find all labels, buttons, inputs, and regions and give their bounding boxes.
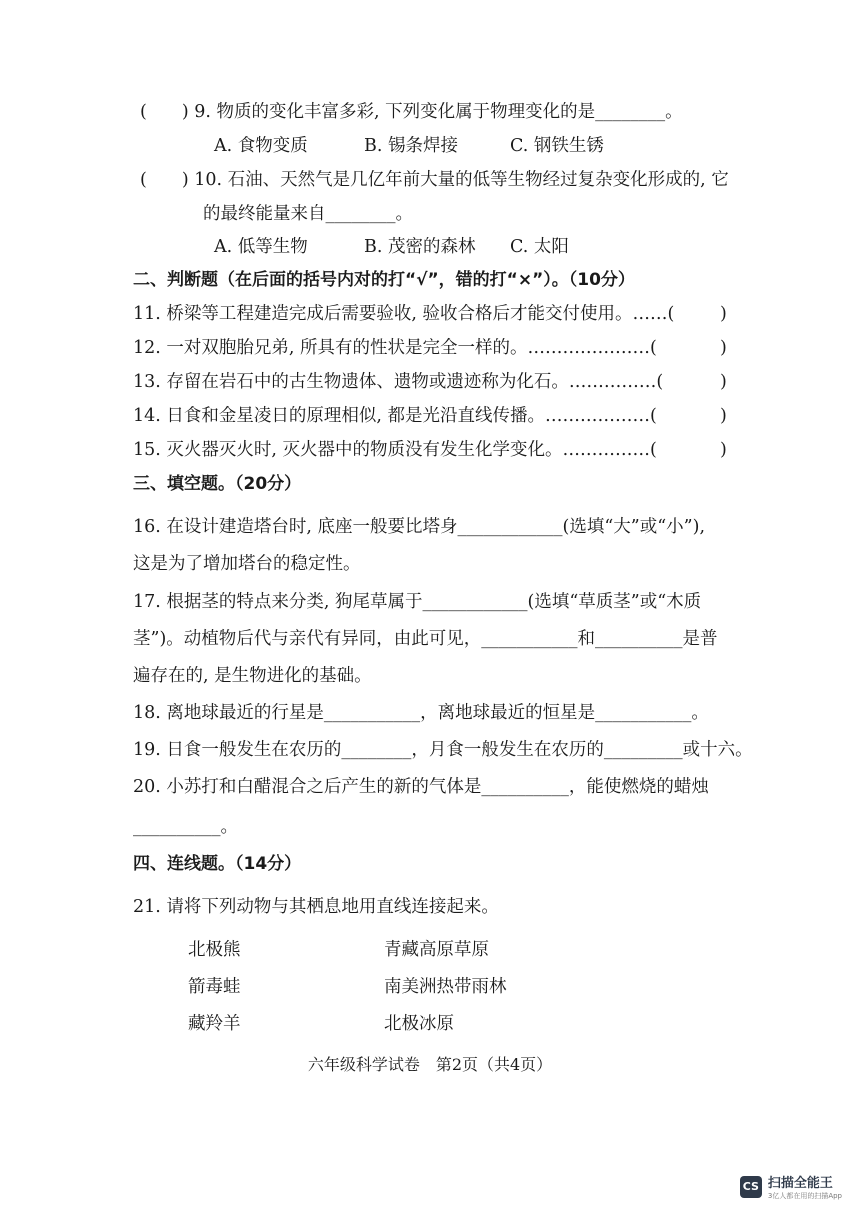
judge-item-13: 13. 存留在岩石中的古生物遗体、遗物或遗迹称为化石。……………( [133, 372, 664, 392]
judge-item-15: 15. 灭火器灭火时, 灭火器中的物质没有发生化学变化。……………( [133, 440, 657, 460]
question-9 [140, 100, 683, 124]
option-a: A. 低等生物 [214, 237, 308, 257]
judge-item-12: 12. 一对双胞胎兄弟, 所具有的性状是完全一样的。…………………( [133, 338, 657, 358]
fill-line: 16. 在设计建造塔台时, 底座一般要比塔身____________(选填“大”或“小”), [133, 517, 706, 537]
fill-line: 18. 离地球最近的行星是___________，离地球最近的恒星是___________。 [133, 703, 709, 723]
question-10-cont: 的最终能量来自________。 [203, 204, 413, 224]
question-text: 9. 物质的变化丰富多彩, 下列变化属于物理变化的是________。 [194, 102, 683, 122]
answer-paren[interactable]: ( ) [140, 102, 189, 122]
judge-answer-close[interactable]: ) [720, 440, 727, 460]
question-text: 10. 石油、天然气是几亿年前大量的低等生物经过复杂变化形成的, 它 [194, 170, 729, 190]
judge-answer-close[interactable]: ) [720, 406, 727, 426]
match-prompt: 21. 请将下列动物与其栖息地用直线连接起来。 [133, 897, 499, 917]
scanner-watermark [740, 1172, 842, 1201]
question-10 [140, 168, 729, 192]
match-animal[interactable]: 箭毒蛙 [188, 977, 241, 997]
option-b: B. 锡条焊接 [364, 136, 458, 156]
camscanner-logo-icon: CS [740, 1176, 762, 1198]
fill-line: 遍存在的, 是生物进化的基础。 [133, 666, 372, 686]
fill-line: __________。 [133, 817, 238, 837]
judge-item-14: 14. 日食和金星凌日的原理相似, 都是光沿直线传播。………………( [133, 406, 657, 426]
watermark-name: 扫描全能王 [767, 1176, 833, 1191]
section-heading-judge: 二、判断题（在后面的括号内对的打“√”，错的打“×”）。（10分） [133, 270, 635, 290]
fill-line: 19. 日食一般发生在农历的________，月食一般发生在农历的_________或十六。 [133, 740, 753, 760]
option-a: A. 食物变质 [214, 136, 308, 156]
match-habitat[interactable]: 青藏高原草原 [384, 940, 489, 960]
match-animal[interactable]: 藏羚羊 [188, 1014, 241, 1034]
option-c: C. 太阳 [510, 237, 569, 257]
option-c: C. 钢铁生锈 [510, 136, 604, 156]
section-heading-fill: 三、填空题。（20分） [133, 474, 302, 494]
fill-line: 这是为了增加塔台的稳定性。 [133, 554, 361, 574]
judge-answer-close[interactable]: ) [720, 304, 727, 324]
match-habitat[interactable]: 北极冰原 [384, 1014, 454, 1034]
judge-answer-close[interactable]: ) [720, 338, 727, 358]
section-heading-match: 四、连线题。（14分） [133, 854, 302, 874]
watermark-tagline: 3亿人都在用的扫描App [767, 1192, 842, 1200]
match-animal[interactable]: 北极熊 [188, 940, 241, 960]
answer-paren[interactable]: ( ) [140, 170, 189, 190]
fill-line: 17. 根据茎的特点来分类, 狗尾草属于____________(选填“草质茎”或“木质 [133, 592, 702, 612]
fill-line: 20. 小苏打和白醋混合之后产生的新的气体是__________，能使燃烧的蜡烛 [133, 777, 709, 797]
fill-line: 茎”)。动植物后代与亲代有异同，由此可见，___________和__________是普 [133, 629, 718, 649]
judge-item-11: 11. 桥梁等工程建造完成后需要验收, 验收合格后才能交付使用。……( [133, 304, 675, 324]
page-footer: 六年级科学试卷 第2页（共4页） [307, 1055, 553, 1074]
match-habitat[interactable]: 南美洲热带雨林 [384, 977, 507, 997]
option-b: B. 茂密的森林 [364, 237, 476, 257]
judge-answer-close[interactable]: ) [720, 372, 727, 392]
